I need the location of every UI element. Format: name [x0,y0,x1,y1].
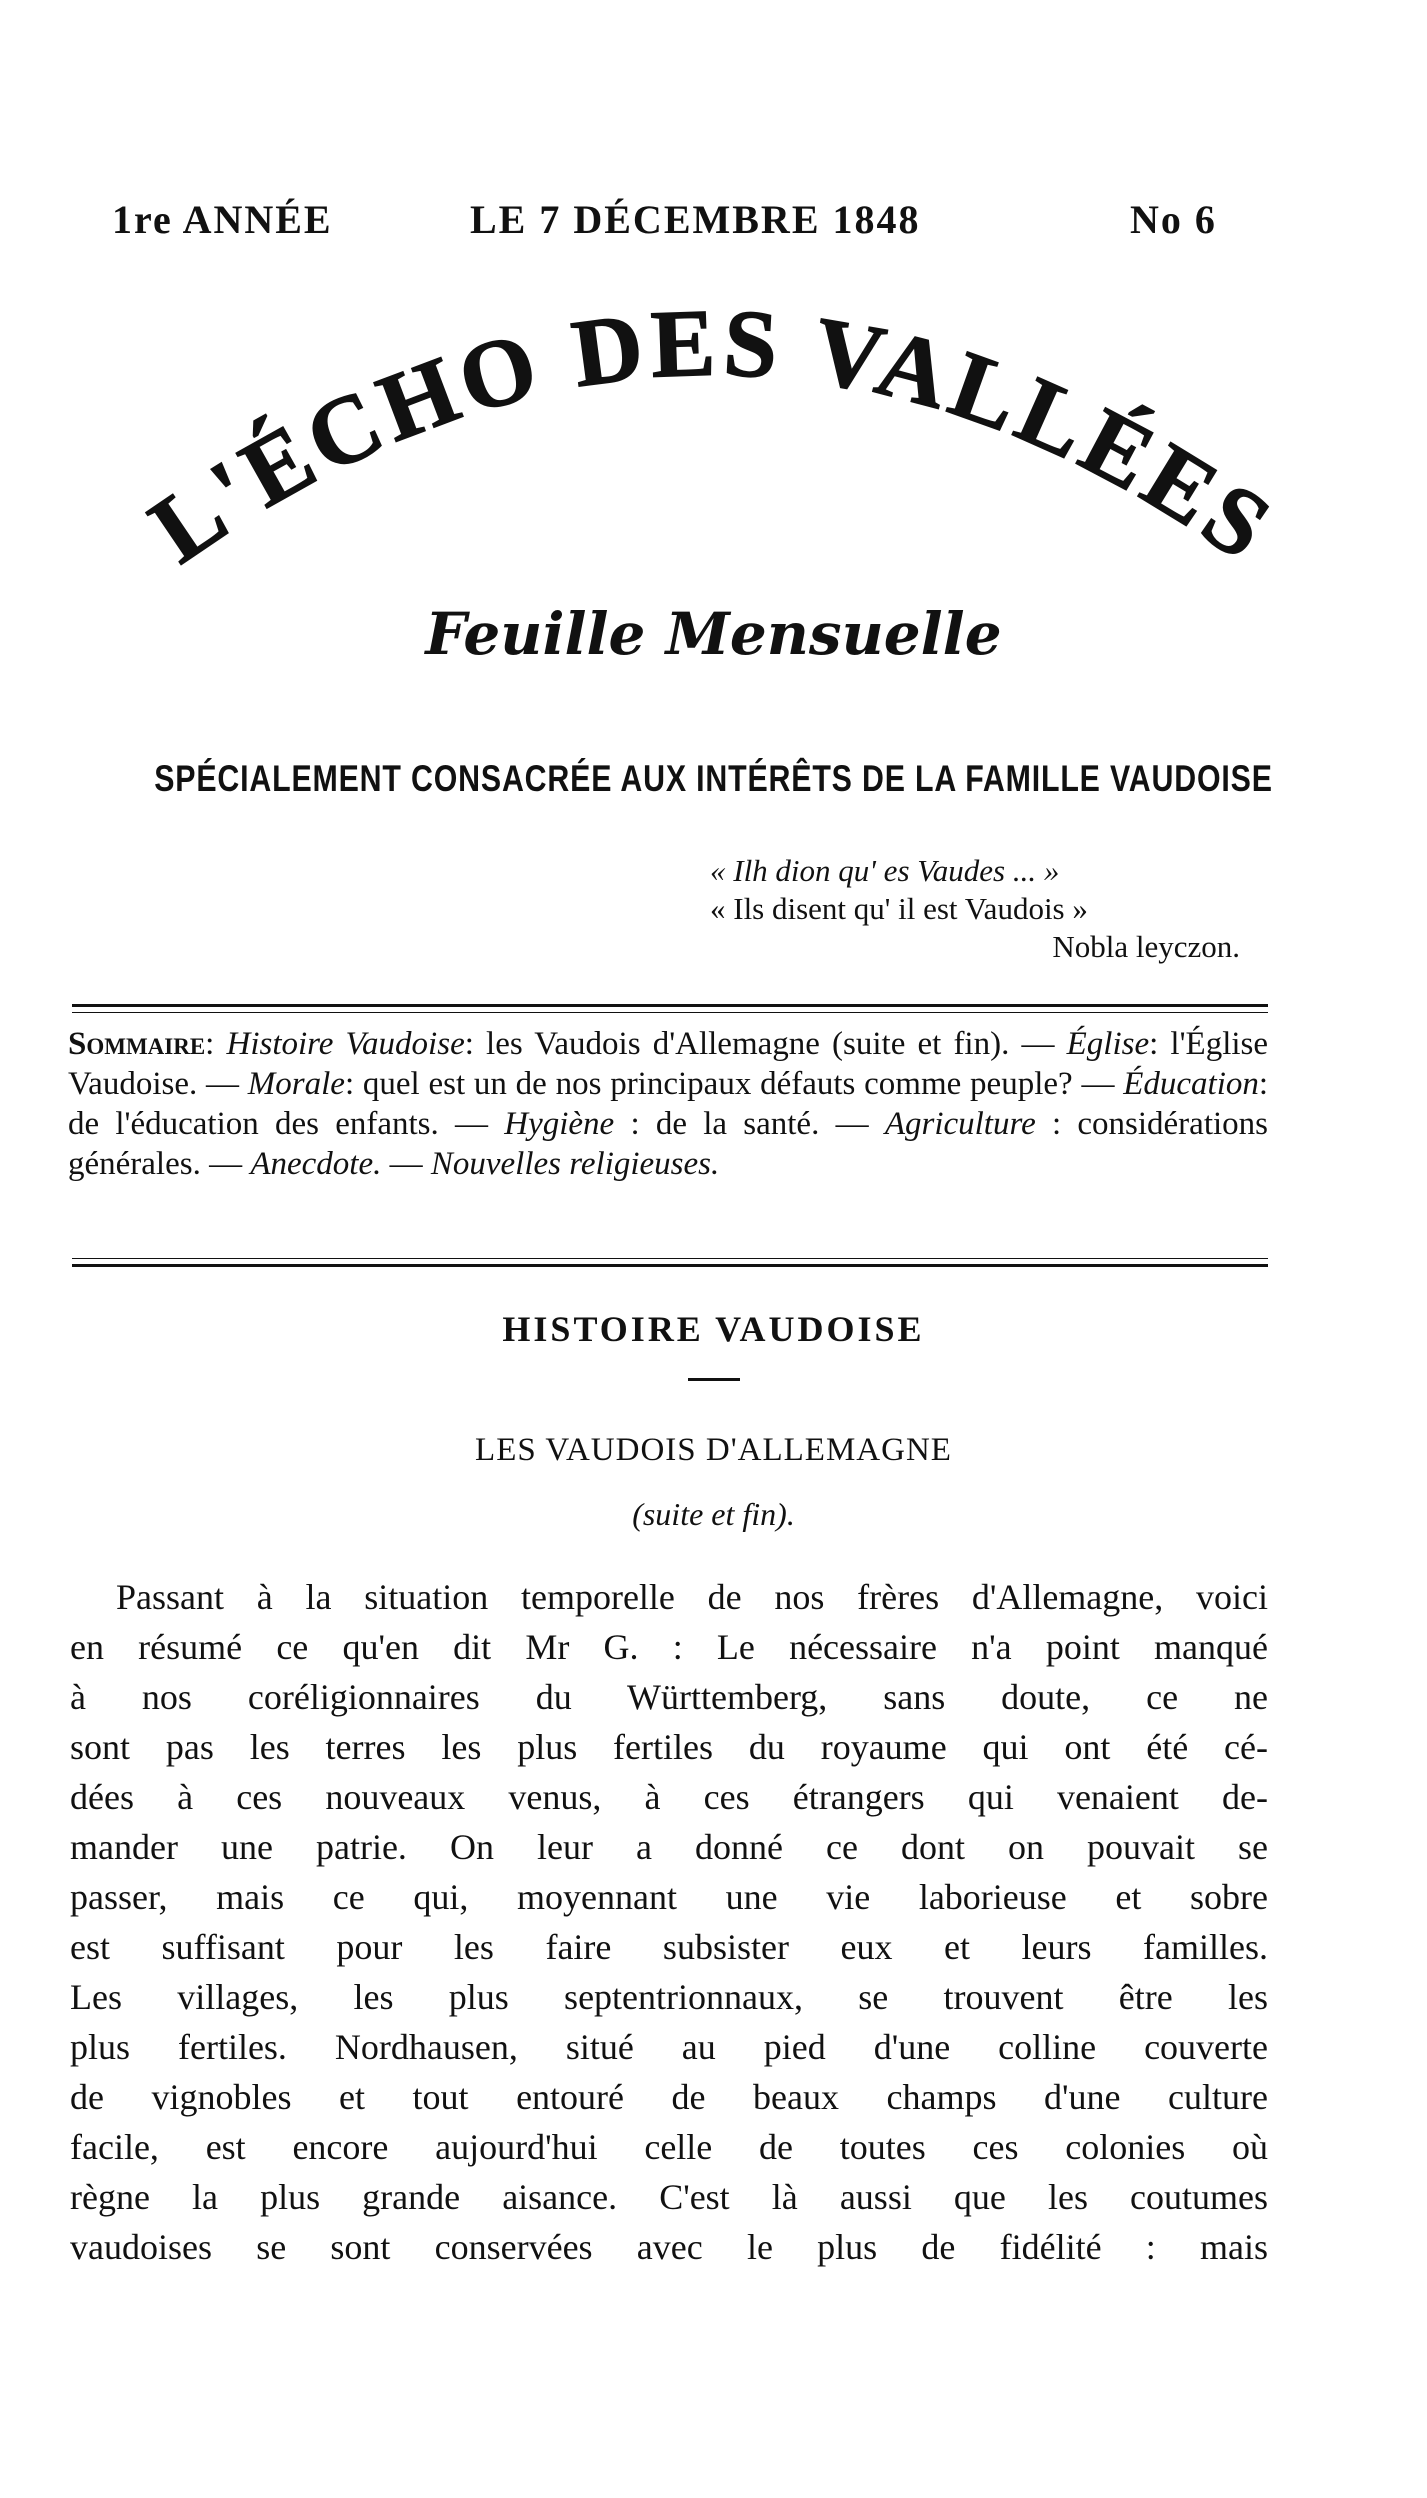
epigraph-line-1: « Ilh dion qu' es Vaudes ... » [710,853,1060,888]
summary-topic-2: Morale [247,1066,345,1102]
summary-text-4: de la santé. [655,1106,820,1142]
summary-topic-1: Église [1066,1026,1150,1062]
article-title: LES VAUDOIS D'ALLEMAGNE [475,1432,952,1468]
epigraph [710,852,1240,966]
body-line: vaudoises se sont conservées avec le plus de fidélité : mais [70,2227,1268,2267]
masthead-subtitle: Feuille Mensuelle [425,600,1002,668]
section-dash [688,1378,740,1381]
epigraph-source: Nobla leyczon. [1052,929,1240,964]
body-line: dées à ces nouveaux venus, à ces étrangers qui venaient de- [70,1777,1268,1817]
rule-bottom-2 [72,1264,1268,1267]
summary-topic-4: Hygiène [504,1106,615,1142]
masthead-title-text: L'ÉCHO DES VALLÉES [131,288,1294,583]
body-line: passer, mais ce qui, moyennant une vie laborieuse et sobre [70,1877,1268,1917]
rule-top-2 [72,1012,1268,1013]
epigraph-line-2: « Ils disent qu' il est Vaudois » [710,891,1088,926]
summary-label: Sommaire [68,1026,206,1062]
summary: Sommaire: Histoire Vaudoise: les Vaudois d'Allemagne (suite et fin). — Église: l'Église Vaudoise. — Morale: quel est un de nos principaux défauts comme peuple? — Éducation: de l'éducation des enfants. — Hygiène : de la santé. — Agriculture : considérations générales. — Anecdote. — Nouvelles religieuses. [68,1026,1269,1182]
summary-text-2: quel est un de nos principaux défauts comme peuple? [362,1066,1073,1102]
section-title: HISTOIRE VAUDOISE [502,1309,925,1349]
header-year: 1re ANNÉE [112,197,333,242]
svg-text:L'ÉCHO DES VALLÉES [132,288,1294,583]
summary-topic-5: Agriculture [884,1106,1036,1142]
summary-topic-0: Histoire Vaudoise [226,1026,465,1062]
article-subtitle: (suite et fin). [632,1496,795,1532]
body-line: facile, est encore aujourd'hui celle de toutes ces colonies où [70,2127,1268,2167]
rule-bottom-1 [72,1258,1268,1259]
body-line: est suffisant pour les faire subsister eux et leurs familles. [70,1927,1268,1967]
body-line: Passant à la situation temporelle de nos frères d'Allemagne, voici [116,1577,1268,1617]
body-line: à nos coréligionnaires du Württemberg, sans doute, ce ne [70,1677,1268,1717]
body-line: plus fertiles. Nordhausen, situé au pied d'une colline couverte [70,2027,1268,2067]
summary-text-5: considérations générales. [68,1106,1268,1182]
summary-text-0: les Vaudois d'Allemagne (suite et fin). [486,1026,1010,1062]
summary-text-3: de l'éducation des enfants. [68,1106,439,1142]
summary-topic-7: Nouvelles religieuses. [430,1146,720,1182]
summary-topic-3: Éducation [1123,1066,1259,1102]
body-line: Les villages, les plus septentrionnaux, se trouvent être les [70,1977,1268,2017]
summary-topic-6: Anecdote. [250,1146,382,1182]
rule-top-1 [72,1004,1268,1007]
body-line: règne la plus grande aisance. C'est là aussi que les coutumes [70,2177,1268,2217]
header-number: No 6 [1130,197,1217,242]
masthead-title [0,0,1427,700]
masthead-tagline: SPÉCIALEMENT CONSACRÉE AUX INTÉRÊTS DE LA FAMILLE VAUDOISE [154,758,1273,799]
body-line: mander une patrie. On leur a donné ce dont on pouvait se [70,1827,1268,1867]
body-line: en résumé ce qu'en dit Mr G. : Le nécessaire n'a point manqué [70,1627,1268,1667]
body-line: de vignobles et tout entouré de beaux champs d'une culture [70,2077,1268,2117]
header-date: LE 7 DÉCEMBRE 1848 [470,197,921,242]
body-line: sont pas les terres les plus fertiles du royaume qui ont été cé- [70,1727,1268,1767]
article-body [70,1572,1268,2272]
summary-text-1: l'Église Vaudoise. [68,1026,1269,1102]
